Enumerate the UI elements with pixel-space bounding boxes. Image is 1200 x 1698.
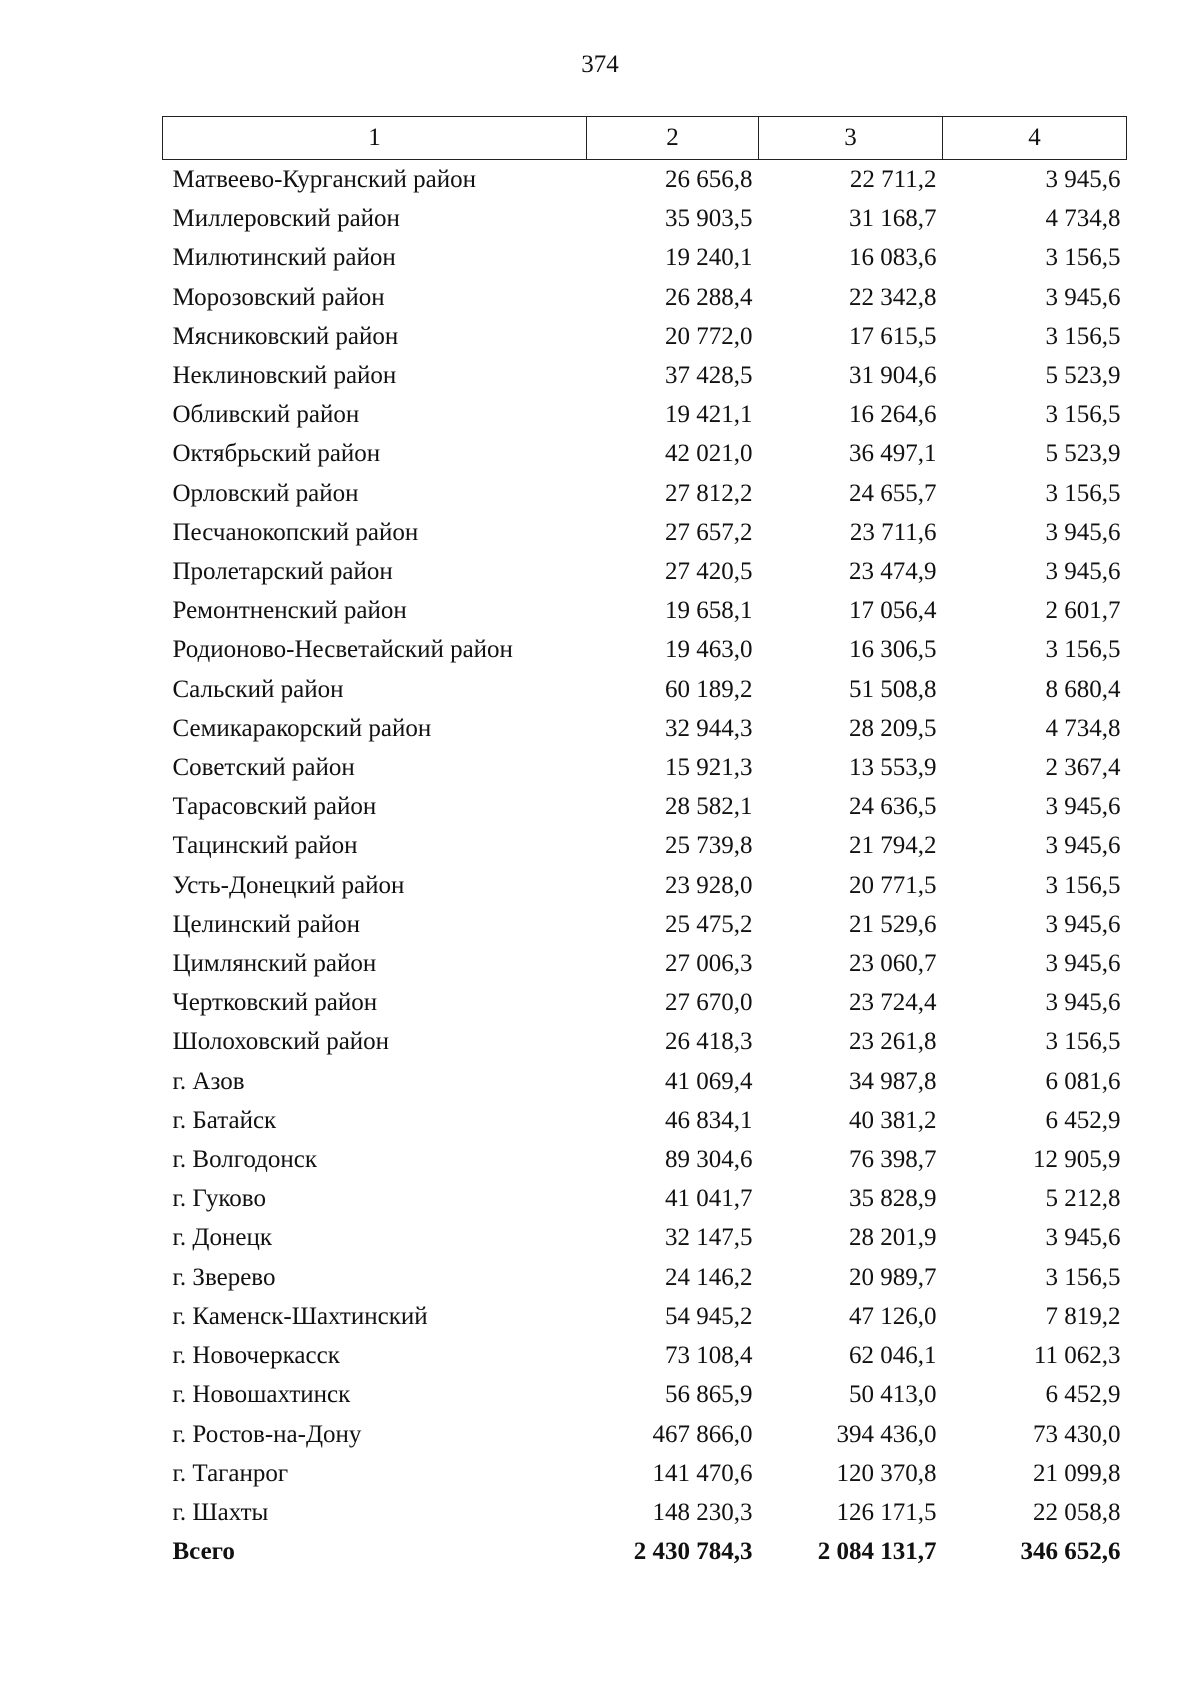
row-value-cell-3: 23 724,4 [849, 989, 937, 1017]
row-value-cell-2: 60 189,2 [665, 675, 753, 703]
total-value-2: 2 430 784,3 [633, 1538, 753, 1566]
row-value-cell-3: 47 126,0 [849, 1302, 937, 1330]
row-value-cell-4: 3 156,5 [1045, 636, 1121, 664]
row-value-cell-3: 17 056,4 [849, 597, 937, 625]
row-value-cell-3: 20 771,5 [849, 871, 937, 899]
row-value-cell-2: 26 418,3 [665, 1028, 753, 1056]
row-value-cell-4: 6 081,6 [1045, 1067, 1121, 1095]
table-row [163, 670, 1127, 709]
row-value-cell-3: 16 306,5 [849, 636, 937, 664]
row-value-cell-3: 23 474,9 [849, 558, 937, 586]
row-name-cell: Цимлянский район [172, 950, 377, 978]
row-value-cell-4: 11 062,3 [1033, 1342, 1121, 1370]
row-value-cell-3: 394 436,0 [836, 1420, 937, 1448]
row-name-cell: Тарасовский район [172, 793, 377, 821]
row-value-cell-4: 3 945,6 [1045, 1224, 1121, 1252]
row-value-cell-3: 17 615,5 [849, 322, 937, 350]
row-value-cell-4: 3 156,5 [1045, 1263, 1121, 1291]
table-row [163, 1258, 1127, 1297]
table-row [163, 1022, 1127, 1061]
row-value-cell-4: 3 156,5 [1045, 244, 1121, 272]
row-value-cell-3: 16 264,6 [849, 401, 937, 429]
row-value-cell-4: 2 367,4 [1045, 754, 1121, 782]
row-value-cell-2: 37 428,5 [665, 362, 753, 390]
row-name-cell: Целинский район [172, 910, 360, 938]
row-value-cell-3: 76 398,7 [849, 1146, 937, 1174]
row-name-cell: г. Новошахтинск [172, 1381, 351, 1409]
row-value-cell-3: 24 636,5 [849, 793, 937, 821]
table-row [163, 434, 1127, 473]
row-value-cell-3: 51 508,8 [849, 675, 937, 703]
row-value-cell-4: 5 212,8 [1045, 1185, 1121, 1213]
row-name-cell: г. Донецк [172, 1224, 272, 1252]
row-value-cell-3: 62 046,1 [849, 1342, 937, 1370]
row-value-cell-4: 6 452,9 [1045, 1106, 1121, 1134]
row-value-cell-3: 22 342,8 [849, 283, 937, 311]
data-table [162, 116, 1127, 1571]
row-value-cell-4: 6 452,9 [1045, 1381, 1121, 1409]
total-value-4: 346 652,6 [1020, 1538, 1121, 1566]
row-name-cell: Милютинский район [172, 244, 396, 272]
table-row [163, 1336, 1127, 1375]
row-value-cell-4: 2 601,7 [1045, 597, 1121, 625]
table-row [163, 238, 1127, 277]
row-value-cell-4: 3 945,6 [1045, 793, 1121, 821]
row-value-cell-4: 21 099,8 [1033, 1459, 1121, 1487]
row-value-cell-4: 3 156,5 [1045, 479, 1121, 507]
row-value-cell-3: 13 553,9 [849, 754, 937, 782]
total-value-3: 2 084 131,7 [817, 1538, 937, 1566]
total-row [163, 1532, 1127, 1571]
table-row [163, 1140, 1127, 1179]
row-value-cell-2: 56 865,9 [665, 1381, 753, 1409]
row-value-cell-2: 19 240,1 [665, 244, 753, 272]
row-value-cell-2: 19 463,0 [665, 636, 753, 664]
row-name-cell: Шолоховский район [172, 1028, 390, 1056]
row-name-cell: Чертковский район [172, 989, 378, 1017]
row-value-cell-4: 3 945,6 [1045, 166, 1121, 193]
row-value-cell-2: 19 421,1 [665, 401, 753, 429]
row-value-cell-3: 35 828,9 [849, 1185, 937, 1213]
row-value-cell-2: 54 945,2 [665, 1302, 753, 1330]
row-value-cell-4: 12 905,9 [1033, 1146, 1121, 1174]
table-row [163, 905, 1127, 944]
row-value-cell-3: 23 711,6 [849, 518, 937, 546]
table-row [163, 199, 1127, 238]
row-value-cell-2: 25 475,2 [665, 910, 753, 938]
row-name-cell: Матвеево-Курганский район [172, 166, 477, 193]
row-value-cell-3: 34 987,8 [849, 1067, 937, 1095]
row-value-cell-4: 5 523,9 [1045, 362, 1121, 390]
table-row [163, 1375, 1127, 1414]
row-value-cell-3: 28 209,5 [849, 714, 937, 742]
table-row [163, 944, 1127, 983]
table-row [163, 1179, 1127, 1218]
row-value-cell-4: 3 156,5 [1045, 1028, 1121, 1056]
row-value-cell-2: 73 108,4 [665, 1342, 753, 1370]
table-row [163, 630, 1127, 669]
row-value-cell-3: 21 529,6 [849, 910, 937, 938]
row-value-cell-3: 36 497,1 [849, 440, 937, 468]
table-row [163, 278, 1127, 317]
row-value-cell-3: 31 168,7 [849, 205, 937, 233]
row-value-cell-4: 3 945,6 [1045, 989, 1121, 1017]
row-value-cell-3: 28 201,9 [849, 1224, 937, 1252]
row-name-cell: Родионово-Несветайский район [172, 636, 513, 664]
row-name-cell: г. Азов [172, 1067, 245, 1095]
row-value-cell-2: 35 903,5 [665, 205, 753, 233]
table-row [163, 748, 1127, 787]
row-name-cell: г. Зверево [172, 1263, 276, 1291]
column-header-1: 1 [163, 117, 587, 160]
row-value-cell-2: 32 944,3 [665, 714, 753, 742]
row-value-cell-3: 40 381,2 [849, 1106, 937, 1134]
row-value-cell-4: 3 156,5 [1045, 322, 1121, 350]
row-value-cell-4: 7 819,2 [1045, 1302, 1121, 1330]
row-value-cell-2: 20 772,0 [665, 322, 753, 350]
row-value-cell-4: 8 680,4 [1045, 675, 1121, 703]
table-row [163, 1297, 1127, 1336]
row-name-cell: г. Каменск-Шахтинский [172, 1302, 428, 1330]
row-value-cell-2: 42 021,0 [665, 440, 753, 468]
row-value-cell-4: 3 156,5 [1045, 871, 1121, 899]
row-name-cell: г. Таганрог [172, 1459, 289, 1487]
total-label: Всего [172, 1538, 235, 1566]
row-name-cell: Морозовский район [172, 283, 385, 311]
row-value-cell-2: 27 420,5 [665, 558, 753, 586]
row-value-cell-2: 15 921,3 [665, 754, 753, 782]
row-value-cell-2: 26 288,4 [665, 283, 753, 311]
table-row [163, 983, 1127, 1022]
row-value-cell-3: 23 060,7 [849, 950, 937, 978]
table-row [163, 356, 1127, 395]
row-value-cell-4: 5 523,9 [1045, 440, 1121, 468]
row-value-cell-2: 28 582,1 [665, 793, 753, 821]
row-value-cell-3: 23 261,8 [849, 1028, 937, 1056]
row-value-cell-3: 126 171,5 [836, 1498, 937, 1526]
row-value-cell-4: 3 945,6 [1045, 832, 1121, 860]
table-row [163, 474, 1127, 513]
table-row [163, 787, 1127, 826]
row-value-cell-4: 4 734,8 [1045, 714, 1121, 742]
row-value-cell-3: 20 989,7 [849, 1263, 937, 1291]
row-name-cell: Обливский район [172, 401, 360, 429]
row-value-cell-2: 27 657,2 [665, 518, 753, 546]
row-value-cell-2: 27 006,3 [665, 950, 753, 978]
row-name-cell: г. Ростов-на-Дону [172, 1420, 362, 1448]
row-value-cell-2: 23 928,0 [665, 871, 753, 899]
table-row [163, 552, 1127, 591]
table-row [163, 160, 1127, 200]
table-row [163, 395, 1127, 434]
table-header [163, 117, 1127, 160]
row-value-cell-2: 148 230,3 [652, 1498, 753, 1526]
table-row [163, 513, 1127, 552]
row-name-cell: Усть-Донецкий район [172, 871, 405, 899]
row-value-cell-3: 16 083,6 [849, 244, 937, 272]
row-value-cell-2: 24 146,2 [665, 1263, 753, 1291]
row-value-cell-2: 41 069,4 [665, 1067, 753, 1095]
row-name-cell: Советский район [172, 754, 355, 782]
row-value-cell-2: 41 041,7 [665, 1185, 753, 1213]
row-value-cell-4: 3 945,6 [1045, 950, 1121, 978]
row-name-cell: Миллеровский район [172, 205, 400, 233]
row-value-cell-4: 3 945,6 [1045, 518, 1121, 546]
row-value-cell-3: 50 413,0 [849, 1381, 937, 1409]
row-value-cell-4: 3 945,6 [1045, 283, 1121, 311]
row-name-cell: Мясниковский район [172, 322, 399, 350]
row-name-cell: Пролетарский район [172, 558, 393, 586]
column-header-2: 2 [587, 117, 759, 160]
row-value-cell-2: 27 670,0 [665, 989, 753, 1017]
row-name-cell: г. Новочеркасск [172, 1342, 340, 1370]
row-name-cell: Октябрьский район [172, 440, 381, 468]
header-row [163, 117, 1127, 160]
row-value-cell-4: 22 058,8 [1033, 1498, 1121, 1526]
table-row [163, 1415, 1127, 1454]
table-row [163, 866, 1127, 905]
table-body [163, 160, 1127, 1572]
row-name-cell: г. Гуково [172, 1185, 266, 1213]
row-value-cell-4: 3 945,6 [1045, 910, 1121, 938]
column-header-4: 4 [943, 117, 1127, 160]
page-number: 374 [581, 51, 619, 78]
row-name-cell: Сальский район [172, 675, 344, 703]
row-value-cell-2: 19 658,1 [665, 597, 753, 625]
row-value-cell-2: 46 834,1 [665, 1106, 753, 1134]
row-value-cell-2: 27 812,2 [665, 479, 753, 507]
row-value-cell-3: 120 370,8 [836, 1459, 937, 1487]
table-row [163, 1062, 1127, 1101]
row-value-cell-2: 32 147,5 [665, 1224, 753, 1252]
row-value-cell-2: 89 304,6 [665, 1146, 753, 1174]
row-name-cell: Орловский район [172, 479, 359, 507]
row-name-cell: Неклиновский район [172, 362, 397, 390]
table-row [163, 826, 1127, 865]
row-name-cell: г. Батайск [172, 1106, 277, 1134]
row-value-cell-3: 22 711,2 [849, 166, 937, 193]
table-row [163, 709, 1127, 748]
table-row [163, 1493, 1127, 1532]
row-value-cell-2: 26 656,8 [665, 166, 753, 193]
row-value-cell-3: 31 904,6 [849, 362, 937, 390]
table-row [163, 1218, 1127, 1257]
row-name-cell: Песчанокопский район [172, 518, 419, 546]
row-name-cell: г. Шахты [172, 1498, 269, 1526]
row-value-cell-2: 467 866,0 [652, 1420, 753, 1448]
row-name-cell: Тацинский район [172, 832, 358, 860]
row-value-cell-2: 25 739,8 [665, 832, 753, 860]
table-row [163, 1454, 1127, 1493]
row-value-cell-4: 3 156,5 [1045, 401, 1121, 429]
row-name-cell: г. Волгодонск [172, 1146, 318, 1174]
row-name-cell: Ремонтненский район [172, 597, 407, 625]
row-value-cell-3: 24 655,7 [849, 479, 937, 507]
row-value-cell-4: 4 734,8 [1045, 205, 1121, 233]
row-name-cell: Семикаракорский район [172, 714, 432, 742]
row-value-cell-4: 73 430,0 [1033, 1420, 1121, 1448]
table-row [163, 591, 1127, 630]
column-header-3: 3 [759, 117, 943, 160]
table-row [163, 317, 1127, 356]
row-value-cell-3: 21 794,2 [849, 832, 937, 860]
row-value-cell-4: 3 945,6 [1045, 558, 1121, 586]
row-value-cell-2: 141 470,6 [652, 1459, 753, 1487]
table-row [163, 1101, 1127, 1140]
